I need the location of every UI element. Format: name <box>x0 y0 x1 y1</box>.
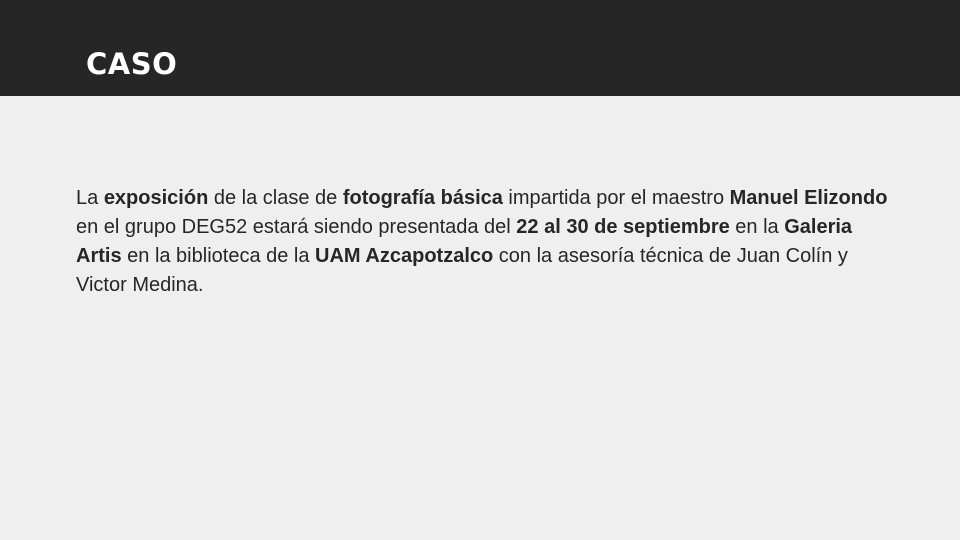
text-run: de la clase de <box>208 187 343 209</box>
text-run: en la biblioteca de la <box>121 245 316 267</box>
text-run: en la <box>729 216 785 238</box>
text-run: en el grupo DEG52 estará siendo presentada del <box>76 216 517 238</box>
text-run-bold: exposición <box>103 187 209 209</box>
slide-title: CASO <box>86 47 178 81</box>
text-run: impartida por el maestro <box>502 187 730 209</box>
text-run: La <box>76 187 104 209</box>
body-paragraph <box>76 184 896 300</box>
text-run-bold: Manuel Elizondo <box>729 187 888 209</box>
text-run-bold: 22 al 30 de septiembre <box>516 216 730 238</box>
text-run-bold: Galeria Artis <box>76 216 853 267</box>
text-run-bold: fotografía básica <box>342 187 503 209</box>
text-run-bold: UAM Azcapotzalco <box>315 245 494 267</box>
text-run: con la asesoría técnica de Juan Colín y Victor Medina. <box>76 245 848 296</box>
